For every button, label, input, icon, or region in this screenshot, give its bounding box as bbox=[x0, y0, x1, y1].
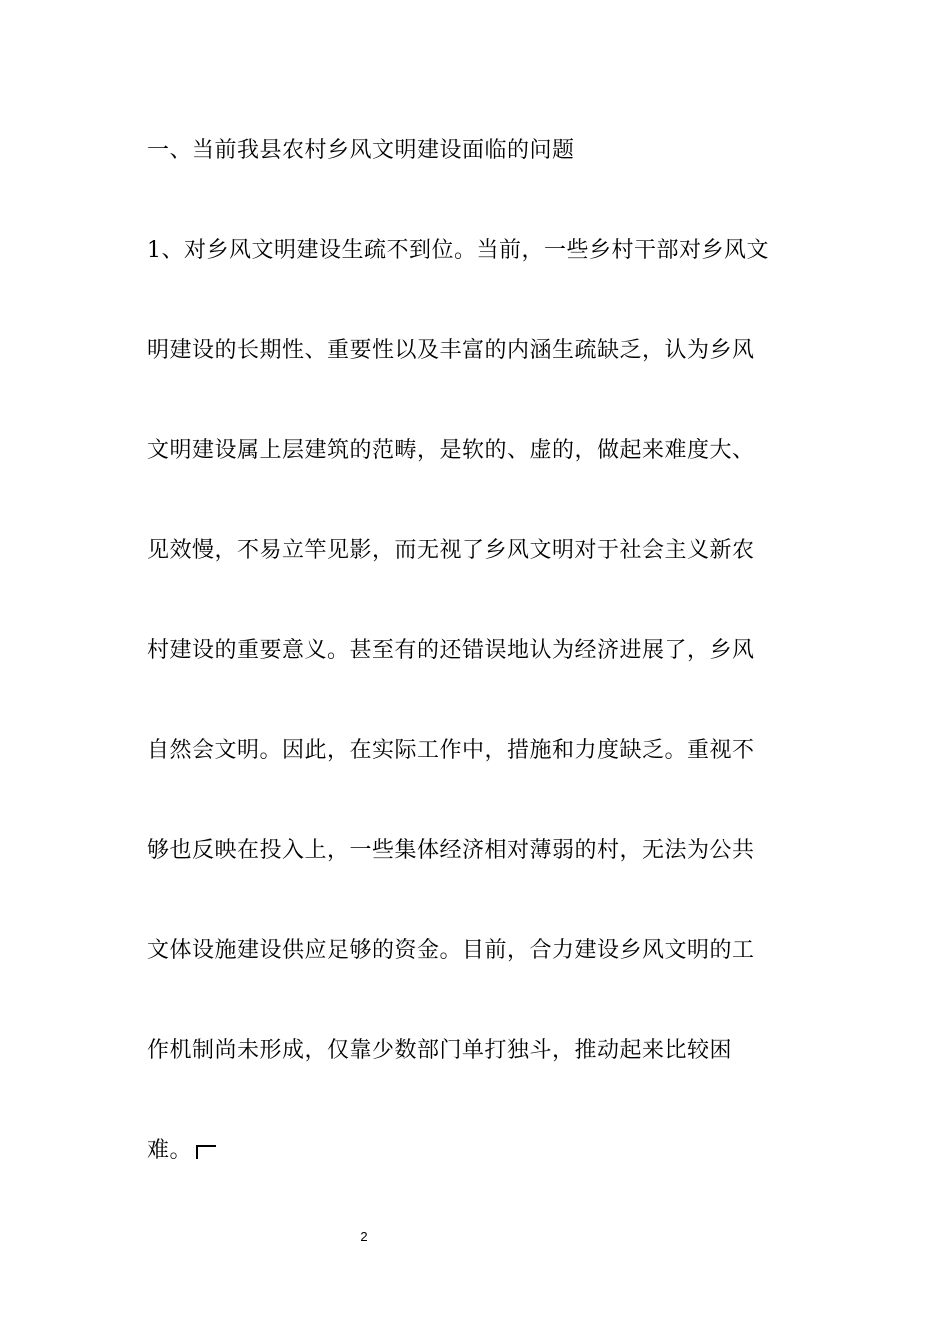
paragraph-line-8: 文体设施建设供应足够的资金。目前，合力建设乡风文明的工 bbox=[147, 938, 755, 963]
paragraph-line-6: 自然会文明。因此，在实际工作中，措施和力度缺乏。重视不 bbox=[147, 738, 755, 763]
paragraph-line-9: 作机制尚未形成，仅靠少数部门单打独斗，推动起来比较困 bbox=[147, 1038, 733, 1063]
page-number: 2 bbox=[360, 1229, 368, 1244]
paragraph-line-10 bbox=[147, 1136, 807, 1166]
paragraph-line-7: 够也反映在投入上，一些集体经济相对薄弱的村，无法为公共 bbox=[147, 838, 755, 863]
section-heading: 一、当前我县农村乡风文明建设面临的问题 bbox=[147, 138, 575, 163]
paragraph-line-4: 见效慢，不易立竿见影，而无视了乡风文明对于社会主义新农 bbox=[147, 538, 755, 563]
paragraph-line-5: 村建设的重要意义。甚至有的还错误地认为经济进展了，乡风 bbox=[147, 638, 755, 663]
paragraph-line-10-text: 难。 bbox=[147, 1138, 193, 1163]
paragraph-line-2: 明建设的长期性、重要性以及丰富的内涵生疏缺乏，认为乡风 bbox=[147, 338, 755, 363]
paragraph-line-3: 文明建设属上层建筑的范畴，是软的、虚的，做起来难度大、 bbox=[147, 438, 755, 463]
paragraph-line-1: 1、对乡风文明建设生疏不到位。当前，一些乡村干部对乡风文 bbox=[147, 238, 769, 263]
corner-mark-icon bbox=[196, 1145, 216, 1159]
